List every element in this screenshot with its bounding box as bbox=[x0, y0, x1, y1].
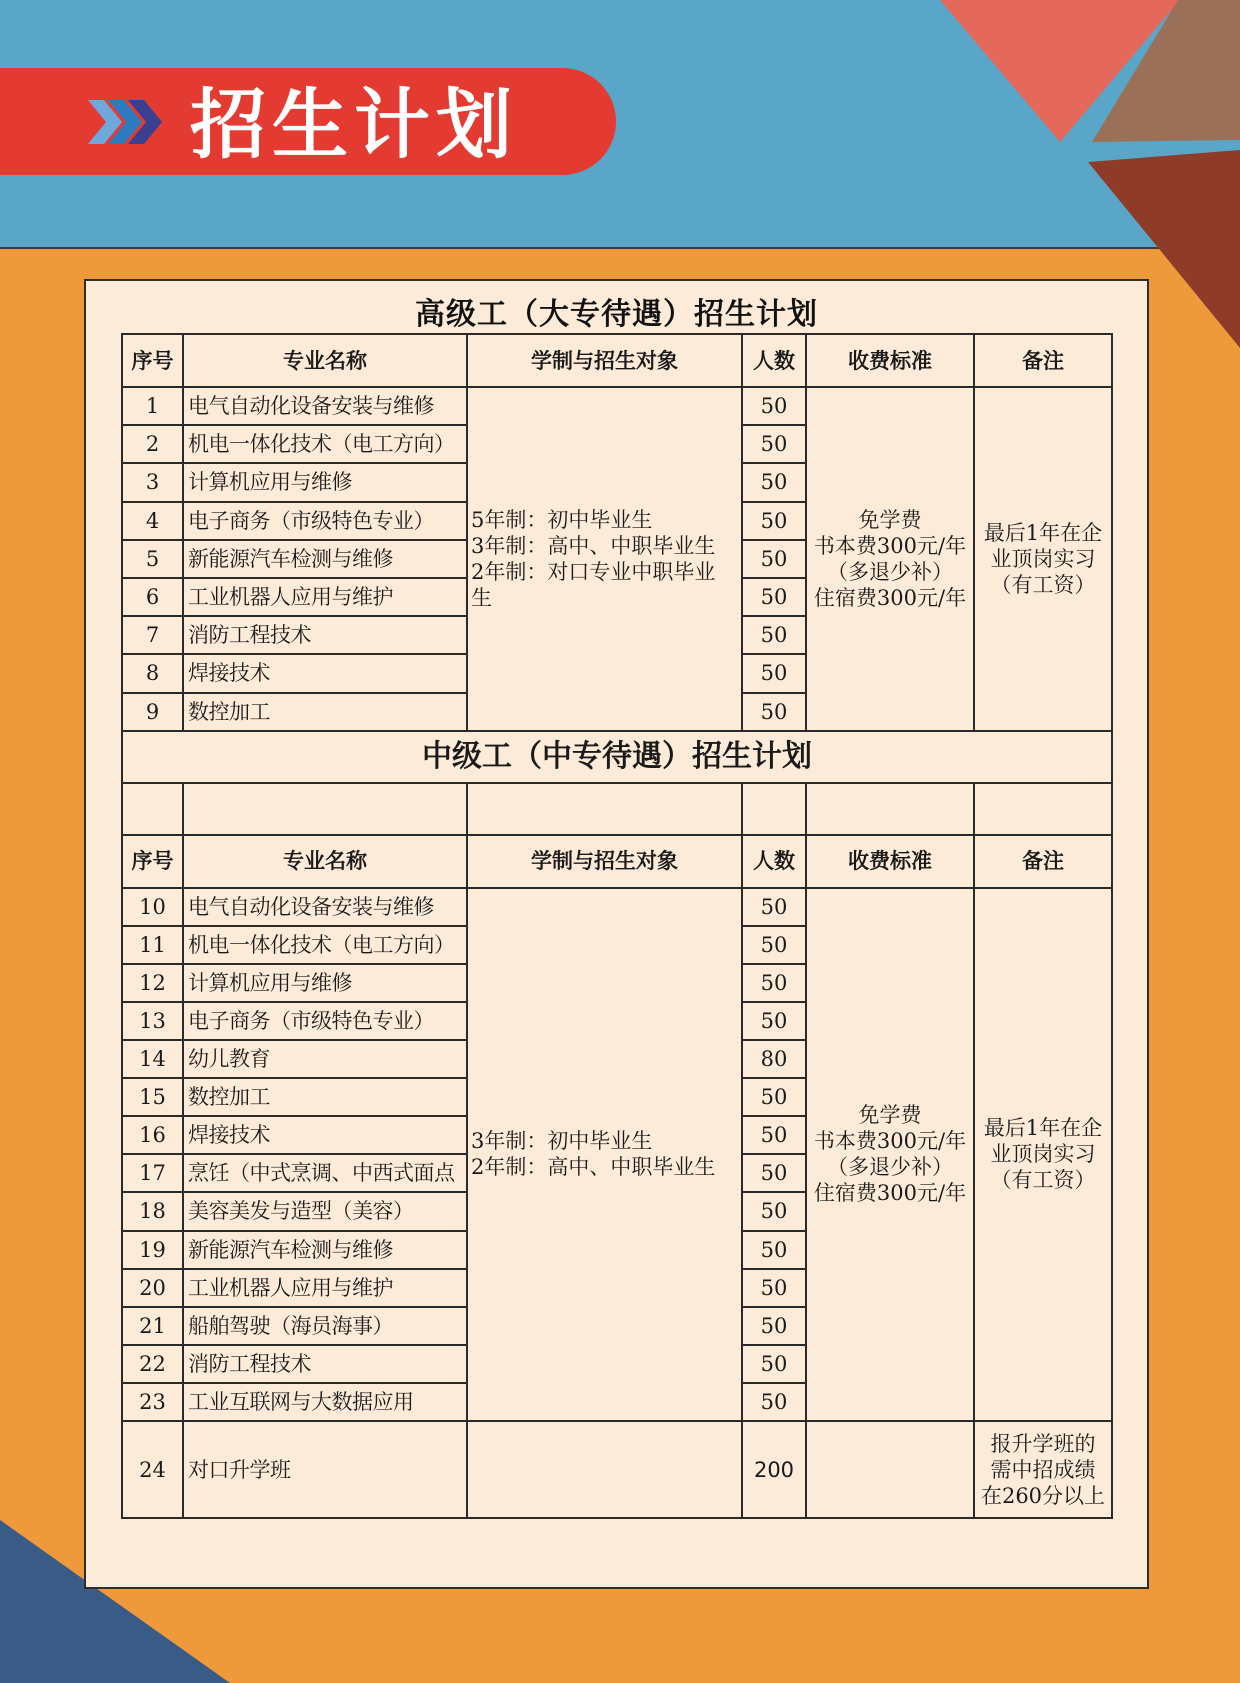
row-number: 24 bbox=[122, 1421, 183, 1518]
row-number: 5 bbox=[122, 540, 183, 578]
note-line: 最后1年在企 bbox=[983, 1116, 1103, 1141]
section2-title: 中级工（中专待遇）招生计划 bbox=[122, 731, 1112, 783]
header-note: 备注 bbox=[974, 835, 1112, 888]
section2-title-row bbox=[122, 731, 1112, 783]
major-name: 美容美发与造型（美容） bbox=[183, 1192, 467, 1230]
student-count: 50 bbox=[742, 463, 806, 501]
row-number: 19 bbox=[122, 1231, 183, 1269]
header-no: 序号 bbox=[122, 334, 183, 387]
fee-line: 免学费 bbox=[858, 507, 922, 532]
major-name: 对口升学班 bbox=[183, 1421, 467, 1518]
row-number: 10 bbox=[122, 888, 183, 926]
row-number: 21 bbox=[122, 1307, 183, 1345]
student-count: 50 bbox=[742, 964, 806, 1002]
page-title: 招生计划 bbox=[190, 80, 518, 169]
schooling-line: 5年制：初中毕业生 bbox=[471, 507, 653, 532]
triple-chevron-icon bbox=[88, 100, 168, 144]
schooling-cell bbox=[467, 888, 742, 1421]
header-count: 人数 bbox=[742, 334, 806, 387]
enrollment-table bbox=[121, 333, 1113, 1519]
fee-line: 住宿费300元/年 bbox=[813, 1181, 967, 1206]
fee-line: 书本费300元/年 bbox=[813, 1129, 967, 1154]
note-line: 在260分以上 bbox=[980, 1483, 1106, 1508]
note-line: 报升学班的 bbox=[990, 1431, 1096, 1456]
row-number: 15 bbox=[122, 1078, 183, 1116]
fee-line: （多退少补） bbox=[827, 559, 953, 584]
note-cell bbox=[974, 1421, 1112, 1518]
student-count: 50 bbox=[742, 693, 806, 731]
table-row bbox=[122, 387, 1112, 425]
major-name: 焊接技术 bbox=[183, 654, 467, 692]
table-header-row bbox=[122, 835, 1112, 888]
row-number: 2 bbox=[122, 425, 183, 463]
major-name: 新能源汽车检测与维修 bbox=[183, 1231, 467, 1269]
note-line: 需中招成绩 bbox=[990, 1457, 1096, 1482]
header-school: 学制与招生对象 bbox=[467, 334, 742, 387]
student-count: 50 bbox=[742, 616, 806, 654]
row-number: 4 bbox=[122, 502, 183, 540]
student-count: 50 bbox=[742, 1269, 806, 1307]
major-name: 烹饪（中式烹调、中西式面点 bbox=[183, 1154, 467, 1192]
fee-line: （多退少补） bbox=[827, 1155, 953, 1180]
student-count: 50 bbox=[742, 387, 806, 425]
major-name: 工业互联网与大数据应用 bbox=[183, 1383, 467, 1421]
schooling-cell bbox=[467, 1421, 742, 1518]
student-count: 50 bbox=[742, 540, 806, 578]
note-line: 业顶岗实习 bbox=[990, 1142, 1096, 1167]
student-count: 80 bbox=[742, 1040, 806, 1078]
empty-cell bbox=[742, 783, 806, 835]
note-line: 业顶岗实习 bbox=[990, 546, 1096, 571]
student-count: 50 bbox=[742, 1192, 806, 1230]
note-line: （有工资） bbox=[990, 1168, 1096, 1193]
row-number: 8 bbox=[122, 654, 183, 692]
fee-line: 住宿费300元/年 bbox=[813, 585, 967, 610]
row-number: 22 bbox=[122, 1345, 183, 1383]
major-name: 机电一体化技术（电工方向） bbox=[183, 926, 467, 964]
schooling-line: 3年制：初中毕业生 bbox=[471, 1129, 653, 1154]
student-count: 50 bbox=[742, 1154, 806, 1192]
major-name: 电子商务（市级特色专业） bbox=[183, 502, 467, 540]
row-number: 16 bbox=[122, 1116, 183, 1154]
row-number: 20 bbox=[122, 1269, 183, 1307]
major-name: 消防工程技术 bbox=[183, 1345, 467, 1383]
major-name: 工业机器人应用与维护 bbox=[183, 578, 467, 616]
major-name: 数控加工 bbox=[183, 693, 467, 731]
student-count: 50 bbox=[742, 425, 806, 463]
table-row bbox=[122, 1421, 1112, 1518]
row-number: 18 bbox=[122, 1192, 183, 1230]
major-name: 机电一体化技术（电工方向） bbox=[183, 425, 467, 463]
schooling-line: 生 bbox=[471, 585, 492, 610]
empty-row bbox=[122, 783, 1112, 835]
row-number: 7 bbox=[122, 616, 183, 654]
row-number: 17 bbox=[122, 1154, 183, 1192]
header-no: 序号 bbox=[122, 835, 183, 888]
header-count: 人数 bbox=[742, 835, 806, 888]
student-count: 50 bbox=[742, 1231, 806, 1269]
schooling-line: 2年制：高中、中职毕业生 bbox=[471, 1155, 716, 1180]
note-line: （有工资） bbox=[990, 572, 1096, 597]
table-header-row bbox=[122, 334, 1112, 387]
major-name: 新能源汽车检测与维修 bbox=[183, 540, 467, 578]
major-name: 焊接技术 bbox=[183, 1116, 467, 1154]
row-number: 6 bbox=[122, 578, 183, 616]
student-count: 200 bbox=[742, 1421, 806, 1518]
student-count: 50 bbox=[742, 1002, 806, 1040]
header-name: 专业名称 bbox=[183, 334, 467, 387]
student-count: 50 bbox=[742, 1078, 806, 1116]
major-name: 船舶驾驶（海员海事） bbox=[183, 1307, 467, 1345]
note-cell bbox=[974, 888, 1112, 1421]
major-name: 电气自动化设备安装与维修 bbox=[183, 888, 467, 926]
student-count: 50 bbox=[742, 1116, 806, 1154]
major-name: 电子商务（市级特色专业） bbox=[183, 1002, 467, 1040]
header-name: 专业名称 bbox=[183, 835, 467, 888]
major-name: 数控加工 bbox=[183, 1078, 467, 1116]
row-number: 1 bbox=[122, 387, 183, 425]
student-count: 50 bbox=[742, 1307, 806, 1345]
schooling-line: 2年制：对口专业中职毕业 bbox=[471, 559, 716, 584]
table-row bbox=[122, 888, 1112, 926]
header-school: 学制与招生对象 bbox=[467, 835, 742, 888]
schooling-line: 3年制：高中、中职毕业生 bbox=[471, 533, 716, 558]
row-number: 23 bbox=[122, 1383, 183, 1421]
note-cell bbox=[974, 387, 1112, 731]
empty-cell bbox=[974, 783, 1112, 835]
student-count: 50 bbox=[742, 502, 806, 540]
fee-cell bbox=[806, 888, 974, 1421]
section1-title: 高级工（大专待遇）招生计划 bbox=[415, 297, 818, 332]
row-number: 11 bbox=[122, 926, 183, 964]
row-number: 9 bbox=[122, 693, 183, 731]
row-number: 13 bbox=[122, 1002, 183, 1040]
empty-cell bbox=[806, 783, 974, 835]
enrollment-sheet bbox=[84, 279, 1149, 1589]
major-name: 幼儿教育 bbox=[183, 1040, 467, 1078]
row-number: 14 bbox=[122, 1040, 183, 1078]
header-note: 备注 bbox=[974, 334, 1112, 387]
fee-line: 书本费300元/年 bbox=[813, 533, 967, 558]
student-count: 50 bbox=[742, 578, 806, 616]
empty-cell bbox=[183, 783, 467, 835]
note-line: 最后1年在企 bbox=[983, 520, 1103, 545]
major-name: 计算机应用与维修 bbox=[183, 463, 467, 501]
fee-cell bbox=[806, 387, 974, 731]
header-fee: 收费标准 bbox=[806, 334, 974, 387]
student-count: 50 bbox=[742, 654, 806, 692]
empty-cell bbox=[467, 783, 742, 835]
student-count: 50 bbox=[742, 888, 806, 926]
row-number: 12 bbox=[122, 964, 183, 1002]
student-count: 50 bbox=[742, 1383, 806, 1421]
header-fee: 收费标准 bbox=[806, 835, 974, 888]
student-count: 50 bbox=[742, 926, 806, 964]
major-name: 工业机器人应用与维护 bbox=[183, 1269, 467, 1307]
major-name: 计算机应用与维修 bbox=[183, 964, 467, 1002]
fee-cell bbox=[806, 1421, 974, 1518]
empty-cell bbox=[122, 783, 183, 835]
major-name: 消防工程技术 bbox=[183, 616, 467, 654]
major-name: 电气自动化设备安装与维修 bbox=[183, 387, 467, 425]
student-count: 50 bbox=[742, 1345, 806, 1383]
schooling-cell bbox=[467, 387, 742, 731]
row-number: 3 bbox=[122, 463, 183, 501]
fee-line: 免学费 bbox=[858, 1103, 922, 1128]
